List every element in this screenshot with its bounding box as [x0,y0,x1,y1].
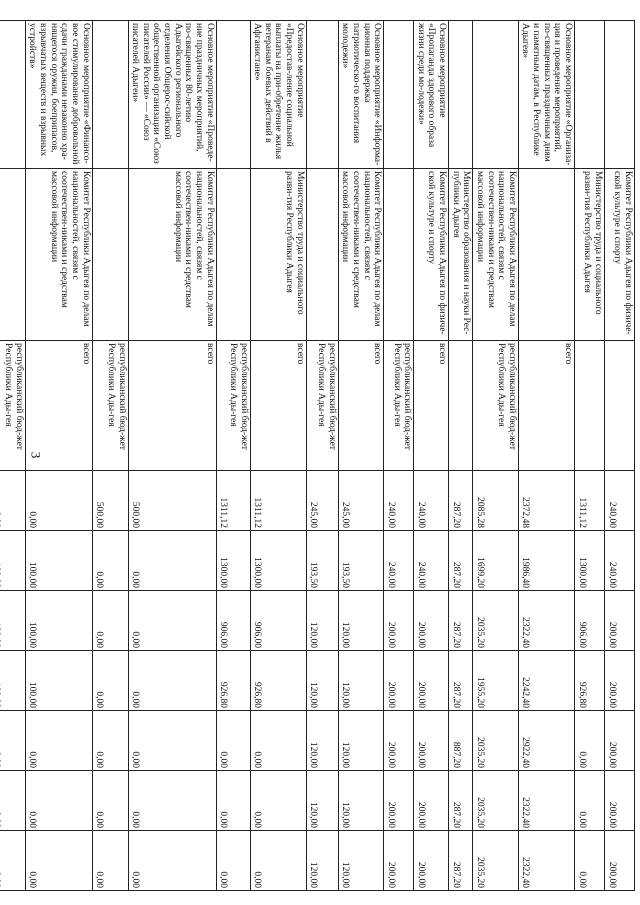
table-row [128,21,216,891]
executor-cell: Комитет Республики Адыгея по делам национальностей, связям с соотечествен-никами и средствам массовой информации [25,169,92,341]
amount-cell: 1300,00 [216,531,250,591]
amount-cell: 0,00 [216,831,250,891]
table-row [605,21,635,891]
table-row [338,21,384,891]
source-cell: республиканский бюд-жет Республики Ады-гея [92,341,128,471]
source-cell: республиканский бюд-жет Республики Ады-гея [306,341,338,471]
amount-cell: 0,00 [216,771,250,831]
amount-cell: 500,00 [128,471,216,531]
activity-cell [473,21,519,169]
amount-cell: 0,00 [216,711,250,771]
amount-cell: 2035,20 [473,591,519,651]
table-row [518,21,574,891]
amount-cell: 200,00 [605,831,635,891]
amount-cell: 193,50 [338,531,384,591]
amount-cell: 200,00 [414,771,449,831]
amount-cell: 926,80 [250,651,306,711]
table-row [384,21,414,891]
amount-cell: 120,00 [338,591,384,651]
table-row [216,21,250,891]
amount-cell [0,531,25,591]
amount-cell: 200,00 [605,651,635,711]
amount-cell: 2922,40 [518,711,574,771]
activity-cell [449,21,473,169]
amount-cell: 0,00 [575,771,605,831]
amount-cell: 0,00 [128,831,216,891]
table-row [306,21,338,891]
amount-cell: 240,00 [414,471,449,531]
amount-cell: 200,00 [384,711,414,771]
amount-cell: 2322,40 [518,591,574,651]
amount-cell: 120,00 [338,711,384,771]
activity-cell [92,21,128,169]
amount-cell: 200,00 [384,651,414,711]
activity-cell [605,21,635,169]
amount-cell: 0,00 [92,831,128,891]
amount-cell: 0,00 [92,711,128,771]
amount-cell: 2035,20 [473,831,519,891]
amount-cell: 1311,12 [250,471,306,531]
amount-cell: 906,00 [216,591,250,651]
table-row [250,21,306,891]
activity-cell: Основное мероприятие «Проведе-ние праздничных мероприятий, по-священных 80-летию Адыгейского регионального отделения Общерос-сийской общественной организации «Союз писателей России» — «Союз писателей Адыгеи» [128,21,216,169]
amount-cell: 120,00 [306,711,338,771]
amount-cell: 200,00 [414,711,449,771]
amount-cell: 1311,12 [216,471,250,531]
amount-cell: 200,00 [414,591,449,651]
amount-cell: 200,00 [384,771,414,831]
source-cell: всего [250,341,306,471]
table-row [414,21,449,891]
activity-cell [384,21,414,169]
activity-cell: Основное мероприятие «Финансо-вое стимулирование добровольной сдачи гражданами незаконно хра-нящегося оружия, боеприпасов, взрывчатых веществ и взрывных устройств» [25,21,92,169]
amount-cell: 2372,48 [518,471,574,531]
amount-cell [0,591,25,651]
amount-cell [0,771,25,831]
amount-cell: 0,00 [575,831,605,891]
source-cell [575,341,605,471]
amount-cell: 0,00 [250,771,306,831]
amount-cell: 2035,20 [473,771,519,831]
source-cell: всего [128,341,216,471]
amount-cell: 200,00 [605,591,635,651]
executor-cell [306,169,338,341]
budget-table [0,20,635,891]
amount-cell: 120,00 [338,831,384,891]
amount-cell: 0,00 [25,831,92,891]
amount-cell: 926,80 [216,651,250,711]
source-cell: всего [25,341,92,471]
amount-cell: 100,00 [25,531,92,591]
amount-cell: 0,00 [25,471,92,531]
amount-cell: 906,00 [575,591,605,651]
amount-cell: 245,00 [338,471,384,531]
amount-cell: 0,00 [128,651,216,711]
executor-cell [518,169,574,341]
amount-cell: 0,00 [92,591,128,651]
amount-cell: 1300,00 [250,531,306,591]
executor-cell: Комитет Республики Адыгея по делам национальностей, связям с соотечествен-никами и средствам массовой информации [128,169,216,341]
amount-cell: 1986,40 [518,531,574,591]
amount-cell [0,831,25,891]
source-cell: республиканский бюд-жет Республики Ады-гея [384,341,414,471]
amount-cell: 2035,20 [473,711,519,771]
amount-cell: 120,00 [338,651,384,711]
amount-cell: 2242,40 [518,651,574,711]
executor-cell [92,169,128,341]
executor-cell [0,169,25,341]
amount-cell: 200,00 [605,711,635,771]
amount-cell: 120,00 [306,771,338,831]
activity-cell: Основное мероприятие «Организа-ция и проведение мероприятий, по-священных праздничным дням и памятным датам, в Республике Адыгея» [518,21,574,169]
activity-cell: Основное мероприятие «Пропаганда здорового образа жизни среди мо-лодежи» [414,21,449,169]
amount-cell: 100,00 [25,591,92,651]
table-row [575,21,605,891]
amount-cell: 2085,28 [473,471,519,531]
amount-cell: 120,00 [306,651,338,711]
source-cell: республиканский бюд-жет Республики Ады-гея [473,341,519,471]
table-row [473,21,519,891]
source-cell: республиканский бюд-жет Республики Ады-гея [0,341,25,471]
amount-cell: 2322,40 [518,771,574,831]
amount-cell: 287,20 [449,831,473,891]
page-number: 3 [28,451,44,459]
amount-cell: 0,00 [92,771,128,831]
amount-cell: 1699,20 [473,531,519,591]
amount-cell: 245,00 [306,471,338,531]
table-row [92,21,128,891]
amount-cell: 287,20 [449,651,473,711]
amount-cell: 0,00 [128,591,216,651]
activity-cell: Основное мероприятие «Предостав-ление социальной выплаты на при-обретение жилья ветеранам боевых действий в Афганистане» [250,21,306,169]
amount-cell: 0,00 [128,531,216,591]
amount-cell: 887,20 [449,711,473,771]
activity-cell [306,21,338,169]
amount-cell: 200,00 [384,831,414,891]
source-cell [449,341,473,471]
activity-cell: Основное мероприятие «Информа-ционная поддержка патриотическо-го воспитания молодежи» [338,21,384,169]
amount-cell: 0,00 [575,711,605,771]
amount-cell: 120,00 [306,831,338,891]
activity-cell [575,21,605,169]
activity-cell [216,21,250,169]
amount-cell: 120,00 [338,771,384,831]
executor-cell [216,169,250,341]
table-row [449,21,473,891]
amount-cell: 200,00 [414,651,449,711]
amount-cell: 500,00 [92,471,128,531]
amount-cell: 240,00 [605,471,635,531]
amount-cell: 926,80 [575,651,605,711]
executor-cell: Министерство образования и науки Рес-публики Адыгея [449,169,473,341]
amount-cell: 0,00 [25,771,92,831]
amount-cell [0,711,25,771]
executor-cell: Министерство труда и социального разви-тия Республики Адыгея [250,169,306,341]
source-cell [605,341,635,471]
rotated-page [3,20,635,890]
amount-cell: 0,00 [92,531,128,591]
amount-cell: 2322,40 [518,831,574,891]
amount-cell: 287,20 [449,471,473,531]
executor-cell: Комитет Республики Адыгея по физиче-ской культуре и спорту [605,169,635,341]
executor-cell: Министерство труда и социального разви-тия Республики Адыгея [575,169,605,341]
amount-cell: 287,20 [449,531,473,591]
source-cell: всего [338,341,384,471]
amount-cell [0,471,25,531]
executor-cell [384,169,414,341]
amount-cell: 120,00 [306,591,338,651]
executor-cell: Комитет Республики Адыгея по делам национальностей, связям с соотечествен-никами и средствам массовой информации [473,169,519,341]
amount-cell: 240,00 [414,531,449,591]
amount-cell [0,651,25,711]
amount-cell: 0,00 [250,711,306,771]
amount-cell: 287,20 [449,771,473,831]
source-cell: всего [414,341,449,471]
source-cell: всего [518,341,574,471]
amount-cell: 240,00 [605,531,635,591]
amount-cell: 1955,20 [473,651,519,711]
amount-cell: 200,00 [384,591,414,651]
amount-cell: 1300,00 [575,531,605,591]
source-cell: республиканский бюд-жет Республики Ады-гея [216,341,250,471]
amount-cell: 200,00 [605,771,635,831]
amount-cell: 240,00 [384,471,414,531]
table-row [25,21,92,891]
amount-cell: 0,00 [128,711,216,771]
amount-cell: 0,00 [92,651,128,711]
executor-cell: Комитет Республики Адыгея по физиче-ской культуре и спорту [414,169,449,341]
table-row [0,21,25,891]
amount-cell: 0,00 [250,831,306,891]
amount-cell: 0,00 [25,711,92,771]
amount-cell: 906,00 [250,591,306,651]
amount-cell: 240,00 [384,531,414,591]
amount-cell: 0,00 [128,771,216,831]
amount-cell: 193,50 [306,531,338,591]
amount-cell: 1311,12 [575,471,605,531]
amount-cell: 287,20 [449,591,473,651]
executor-cell: Комитет Республики Адыгея по делам национальностей, связям с соотечествен-никами и средствам массовой информации [338,169,384,341]
activity-cell [0,21,25,169]
amount-cell: 100,00 [25,651,92,711]
amount-cell: 200,00 [414,831,449,891]
